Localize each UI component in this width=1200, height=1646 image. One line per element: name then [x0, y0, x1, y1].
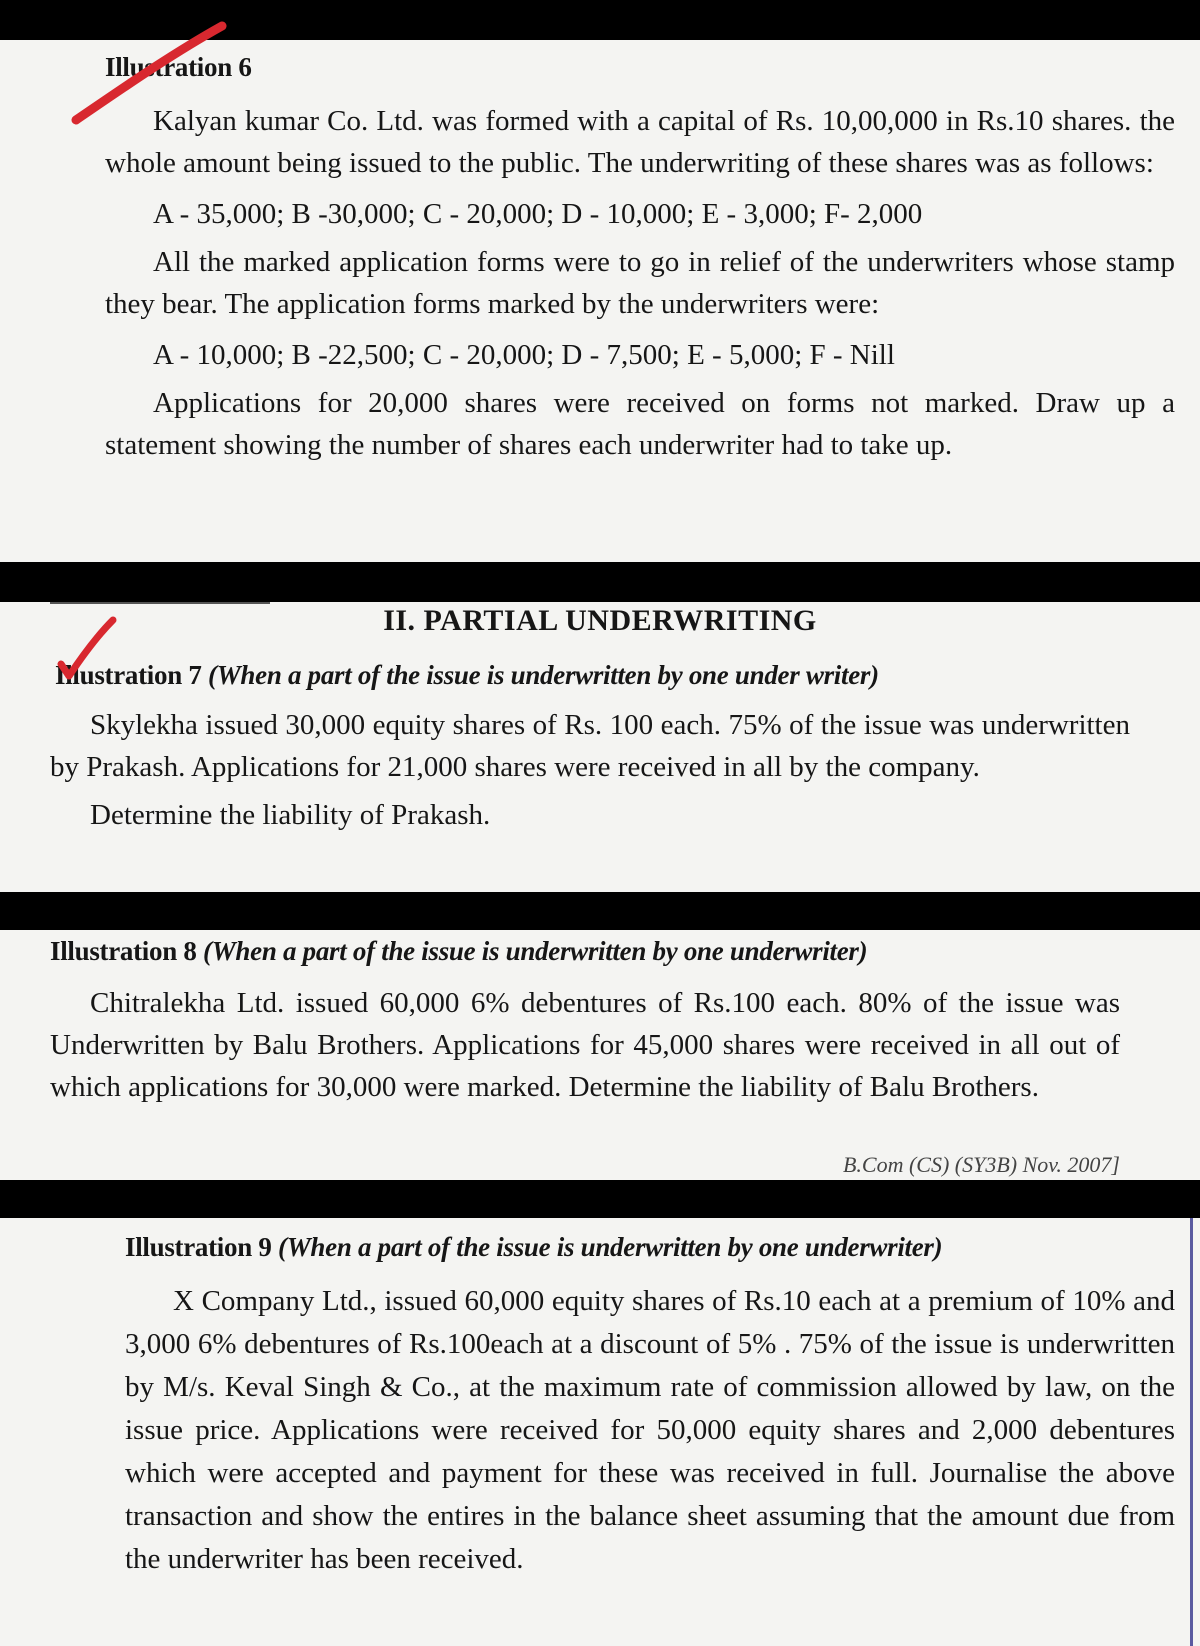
illustration-7-title: Illustration 7	[55, 660, 202, 690]
separator-bar-3	[0, 1180, 1200, 1218]
illustration-6-marked-intro: All the marked application forms were to go in relief of the underwriters whose stamp they bear. The application forms marked by the underwriters were:	[105, 246, 1175, 320]
separator-bar-2	[0, 892, 1200, 930]
illustration-6-question: Applications for 20,000 shares were received on forms not marked. Draw up a statement showing the number of shares each underwriter had to take up.	[105, 387, 1175, 461]
illustration-9-section	[0, 1218, 1200, 1646]
illustration-7-section	[0, 602, 1200, 892]
illustration-8-subtitle: (When a part of the issue is underwritten by one underwriter)	[203, 936, 868, 966]
separator-bar-1	[0, 562, 1200, 602]
illustration-7-problem: Skylekha issued 30,000 equity shares of Rs. 100 each. 75% of the issue was underwritten by Prakash. Applications for 21,000 shares were received in all by the company.	[50, 709, 1130, 783]
illustration-8-problem: Chitralekha Ltd. issued 60,000 6% debentures of Rs.100 each. 80% of the issue was Underwritten by Balu Brothers. Applications for 45,000 shares were received in all out of which applications for 30,000 were marked. Determine the liability of Balu Brothers.	[50, 987, 1120, 1103]
margin-line	[1190, 1218, 1193, 1646]
illustration-6-title: Illustration 6	[105, 52, 252, 82]
illustration-7-subtitle: (When a part of the issue is underwritten by one under writer)	[208, 660, 879, 690]
illustration-9-problem: X Company Ltd., issued 60,000 equity shares of Rs.10 each at a premium of 10% and 3,000 6% debentures of Rs.100each at a discount of 5% . 75% of the issue is underwritten by M/s. Keval Singh & Co., at the maximum rate of commission allowed by law, on the issue price. Applications were received for 50,000 equity shares and 2,000 debentures which were accepted and payment for these was received in full. Journalise the above transaction and show the entires in the balance sheet assuming that the amount due from the underwriter has been received.	[125, 1285, 1175, 1575]
illustration-8-title: Illustration 8	[50, 936, 197, 966]
illustration-9-subtitle: (When a part of the issue is underwritten by one underwriter)	[278, 1232, 943, 1262]
partial-underwriting-heading: II. PARTIAL UNDERWRITING	[383, 604, 817, 637]
illustration-6-intro: Kalyan kumar Co. Ltd. was formed with a capital of Rs. 10,00,000 in Rs.10 shares. the whole amount being issued to the public. The underwriting of these shares was as follows:	[105, 105, 1175, 179]
illustration-6-section	[0, 0, 1200, 562]
illustration-7-question: Determine the liability of Prakash.	[90, 799, 491, 831]
marked-forms-list: A - 10,000; B -22,500; C - 20,000; D - 7,500; E - 5,000; F - Nill	[153, 339, 895, 371]
illustration-9-title: Illustration 9	[125, 1232, 272, 1262]
illustration-8-citation: B.Com (CS) (SY3B) Nov. 2007]	[842, 1152, 1120, 1177]
illustration-8-section	[0, 930, 1200, 1180]
underwriting-list: A - 35,000; B -30,000; C - 20,000; D - 10,000; E - 3,000; F- 2,000	[153, 198, 923, 230]
